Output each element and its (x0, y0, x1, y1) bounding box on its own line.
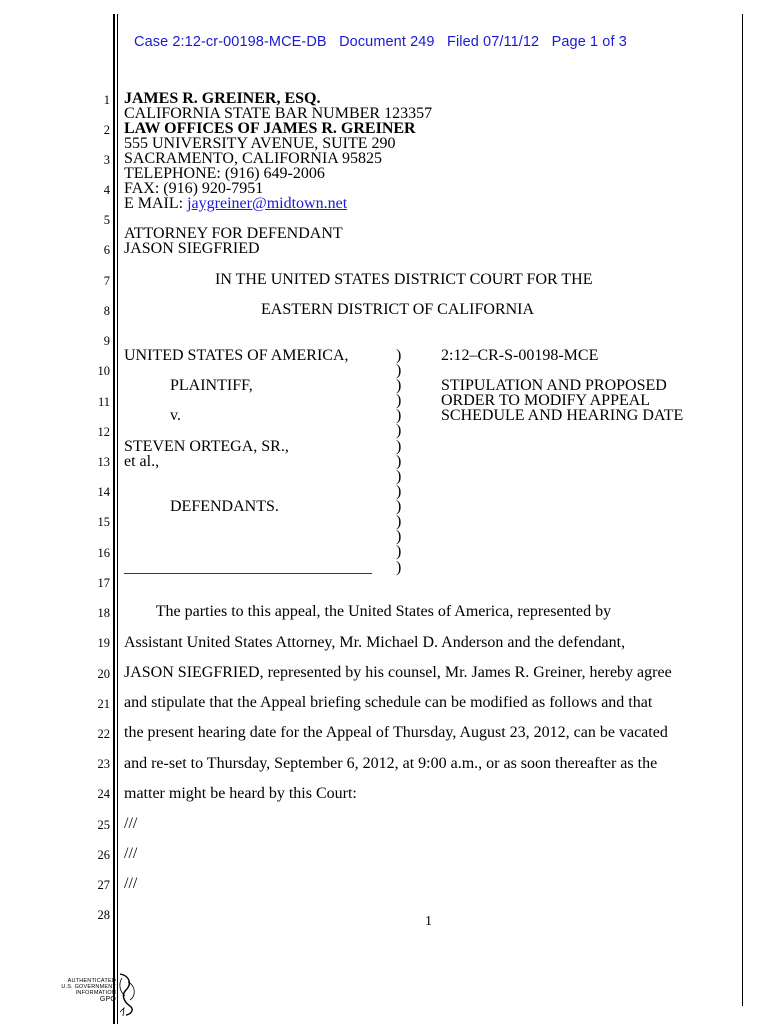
line-number: 16 (97, 546, 110, 560)
caption-paren: ) (396, 362, 402, 379)
gpo-text-line: INFORMATION (75, 990, 116, 996)
body-line: matter might be heard by this Court: (124, 785, 357, 802)
caption-paren: ) (396, 392, 402, 409)
defendant-et-al: et al., (124, 453, 160, 470)
body-line: JASON SIEGFRIED, represented by his counsel, Mr. James R. Greiner, hereby agree (124, 664, 672, 681)
body-line: the present hearing date for the Appeal of Thursday, August 23, 2012, can be vacated (124, 724, 668, 741)
email-label: E MAIL: (124, 195, 188, 212)
document-title-line-1: STIPULATION AND PROPOSED (441, 377, 667, 394)
line-number: 1 (103, 93, 110, 107)
filed-date-header: Filed 07/11/12 (446, 34, 540, 50)
caption-paren: ) (396, 438, 402, 455)
line-number: 17 (97, 576, 110, 590)
versus-label: v. (170, 407, 181, 424)
caption-paren: ) (396, 347, 402, 364)
left-margin-rule-outer (113, 14, 115, 1024)
attorney-role: ATTORNEY FOR DEFENDANT (124, 225, 343, 242)
line-number: 13 (97, 455, 110, 469)
document-title-line-2: ORDER TO MODIFY APPEAL (441, 392, 651, 409)
body-line: /// (124, 815, 138, 832)
line-number: 24 (97, 787, 110, 801)
left-margin-rule-inner (117, 14, 118, 1024)
body-line: The parties to this appeal, the United States of America, represented by (124, 603, 612, 620)
gpo-eagle-icon (116, 972, 138, 1016)
attorney-bar-number: CALIFORNIA STATE BAR NUMBER 123357 (124, 105, 433, 122)
firm-street-address: 555 UNIVERSITY AVENUE, SUITE 290 (124, 135, 396, 152)
right-margin-rule (742, 14, 743, 1006)
firm-email-line (124, 196, 347, 211)
email-link[interactable]: jaygreiner@midtown.net (187, 195, 348, 212)
line-number: 8 (103, 304, 110, 318)
caption-underline: _______________________________ (124, 559, 372, 576)
defendants-label: DEFENDANTS. (170, 498, 279, 515)
firm-telephone: TELEPHONE: (916) 649-2006 (124, 165, 325, 182)
case-number-header: Case 2:12-cr-00198-MCE-DB (134, 34, 327, 50)
caption-paren: ) (396, 528, 402, 545)
caption-paren: ) (396, 513, 402, 530)
document-title-line-3: SCHEDULE AND HEARING DATE (441, 407, 684, 424)
body-line: /// (124, 875, 138, 892)
line-number: 9 (103, 334, 110, 348)
body-line: Assistant United States Attorney, Mr. Michael D. Anderson and the defendant, (124, 634, 626, 651)
caption-paren: ) (396, 468, 402, 485)
line-number: 5 (103, 213, 110, 227)
line-number: 14 (97, 485, 110, 499)
caption-paren: ) (396, 422, 402, 439)
attorney-name: JAMES R. GREINER, ESQ. (124, 90, 321, 107)
client-name: JASON SIEGFRIED (124, 240, 260, 257)
body-line: and re-set to Thursday, September 6, 2012, at 9:00 a.m., or as soon thereafter as the (124, 755, 658, 772)
line-number: 2 (103, 123, 110, 137)
line-number: 21 (97, 697, 110, 711)
line-number: 20 (97, 667, 110, 681)
gpo-text-line: GPO (99, 996, 116, 1003)
line-number: 19 (97, 636, 110, 650)
court-title-line-2: EASTERN DISTRICT OF CALIFORNIA (261, 301, 535, 318)
caption-paren: ) (396, 498, 402, 515)
gpo-text-line: U.S. GOVERNMENT (61, 984, 116, 990)
page-count-header: Page 1 of 3 (551, 34, 627, 50)
line-number: 12 (97, 425, 110, 439)
line-number: 26 (97, 848, 110, 862)
firm-fax: FAX: (916) 920-7951 (124, 180, 264, 197)
line-number: 4 (103, 183, 110, 197)
line-number: 7 (103, 274, 110, 288)
line-number: 10 (97, 364, 110, 378)
court-title-line-1: IN THE UNITED STATES DISTRICT COURT FOR THE (215, 271, 593, 288)
line-number: 3 (103, 153, 110, 167)
plaintiff-label: PLAINTIFF, (170, 377, 253, 394)
line-number: 23 (97, 757, 110, 771)
gpo-text-line: AUTHENTICATED (67, 978, 116, 984)
plaintiff-name: UNITED STATES OF AMERICA, (124, 347, 349, 364)
line-number: 15 (97, 515, 110, 529)
gpo-authentication-seal (44, 972, 134, 1020)
caption-paren: ) (396, 483, 402, 500)
caption-paren: ) (396, 453, 402, 470)
line-number: 22 (97, 727, 110, 741)
firm-city-address: SACRAMENTO, CALIFORNIA 95825 (124, 150, 382, 167)
ecf-header (134, 34, 627, 50)
page-number: 1 (425, 914, 432, 929)
document-number-header: Document 249 (339, 34, 435, 50)
case-number: 2:12–CR-S-00198-MCE (441, 347, 599, 364)
law-firm-name: LAW OFFICES OF JAMES R. GREINER (124, 120, 416, 137)
line-number: 25 (97, 818, 110, 832)
body-line: /// (124, 845, 138, 862)
line-number: 11 (97, 395, 110, 409)
line-number: 18 (97, 606, 110, 620)
caption-paren: ) (396, 543, 402, 560)
line-number: 28 (97, 908, 110, 922)
caption-paren: ) (396, 407, 402, 424)
body-line: and stipulate that the Appeal briefing schedule can be modified as follows and that (124, 694, 653, 711)
line-number: 6 (103, 243, 110, 257)
caption-paren: ) (396, 377, 402, 394)
caption-paren: ) (396, 559, 402, 576)
line-number: 27 (97, 878, 110, 892)
defendant-name: STEVEN ORTEGA, SR., (124, 438, 289, 455)
